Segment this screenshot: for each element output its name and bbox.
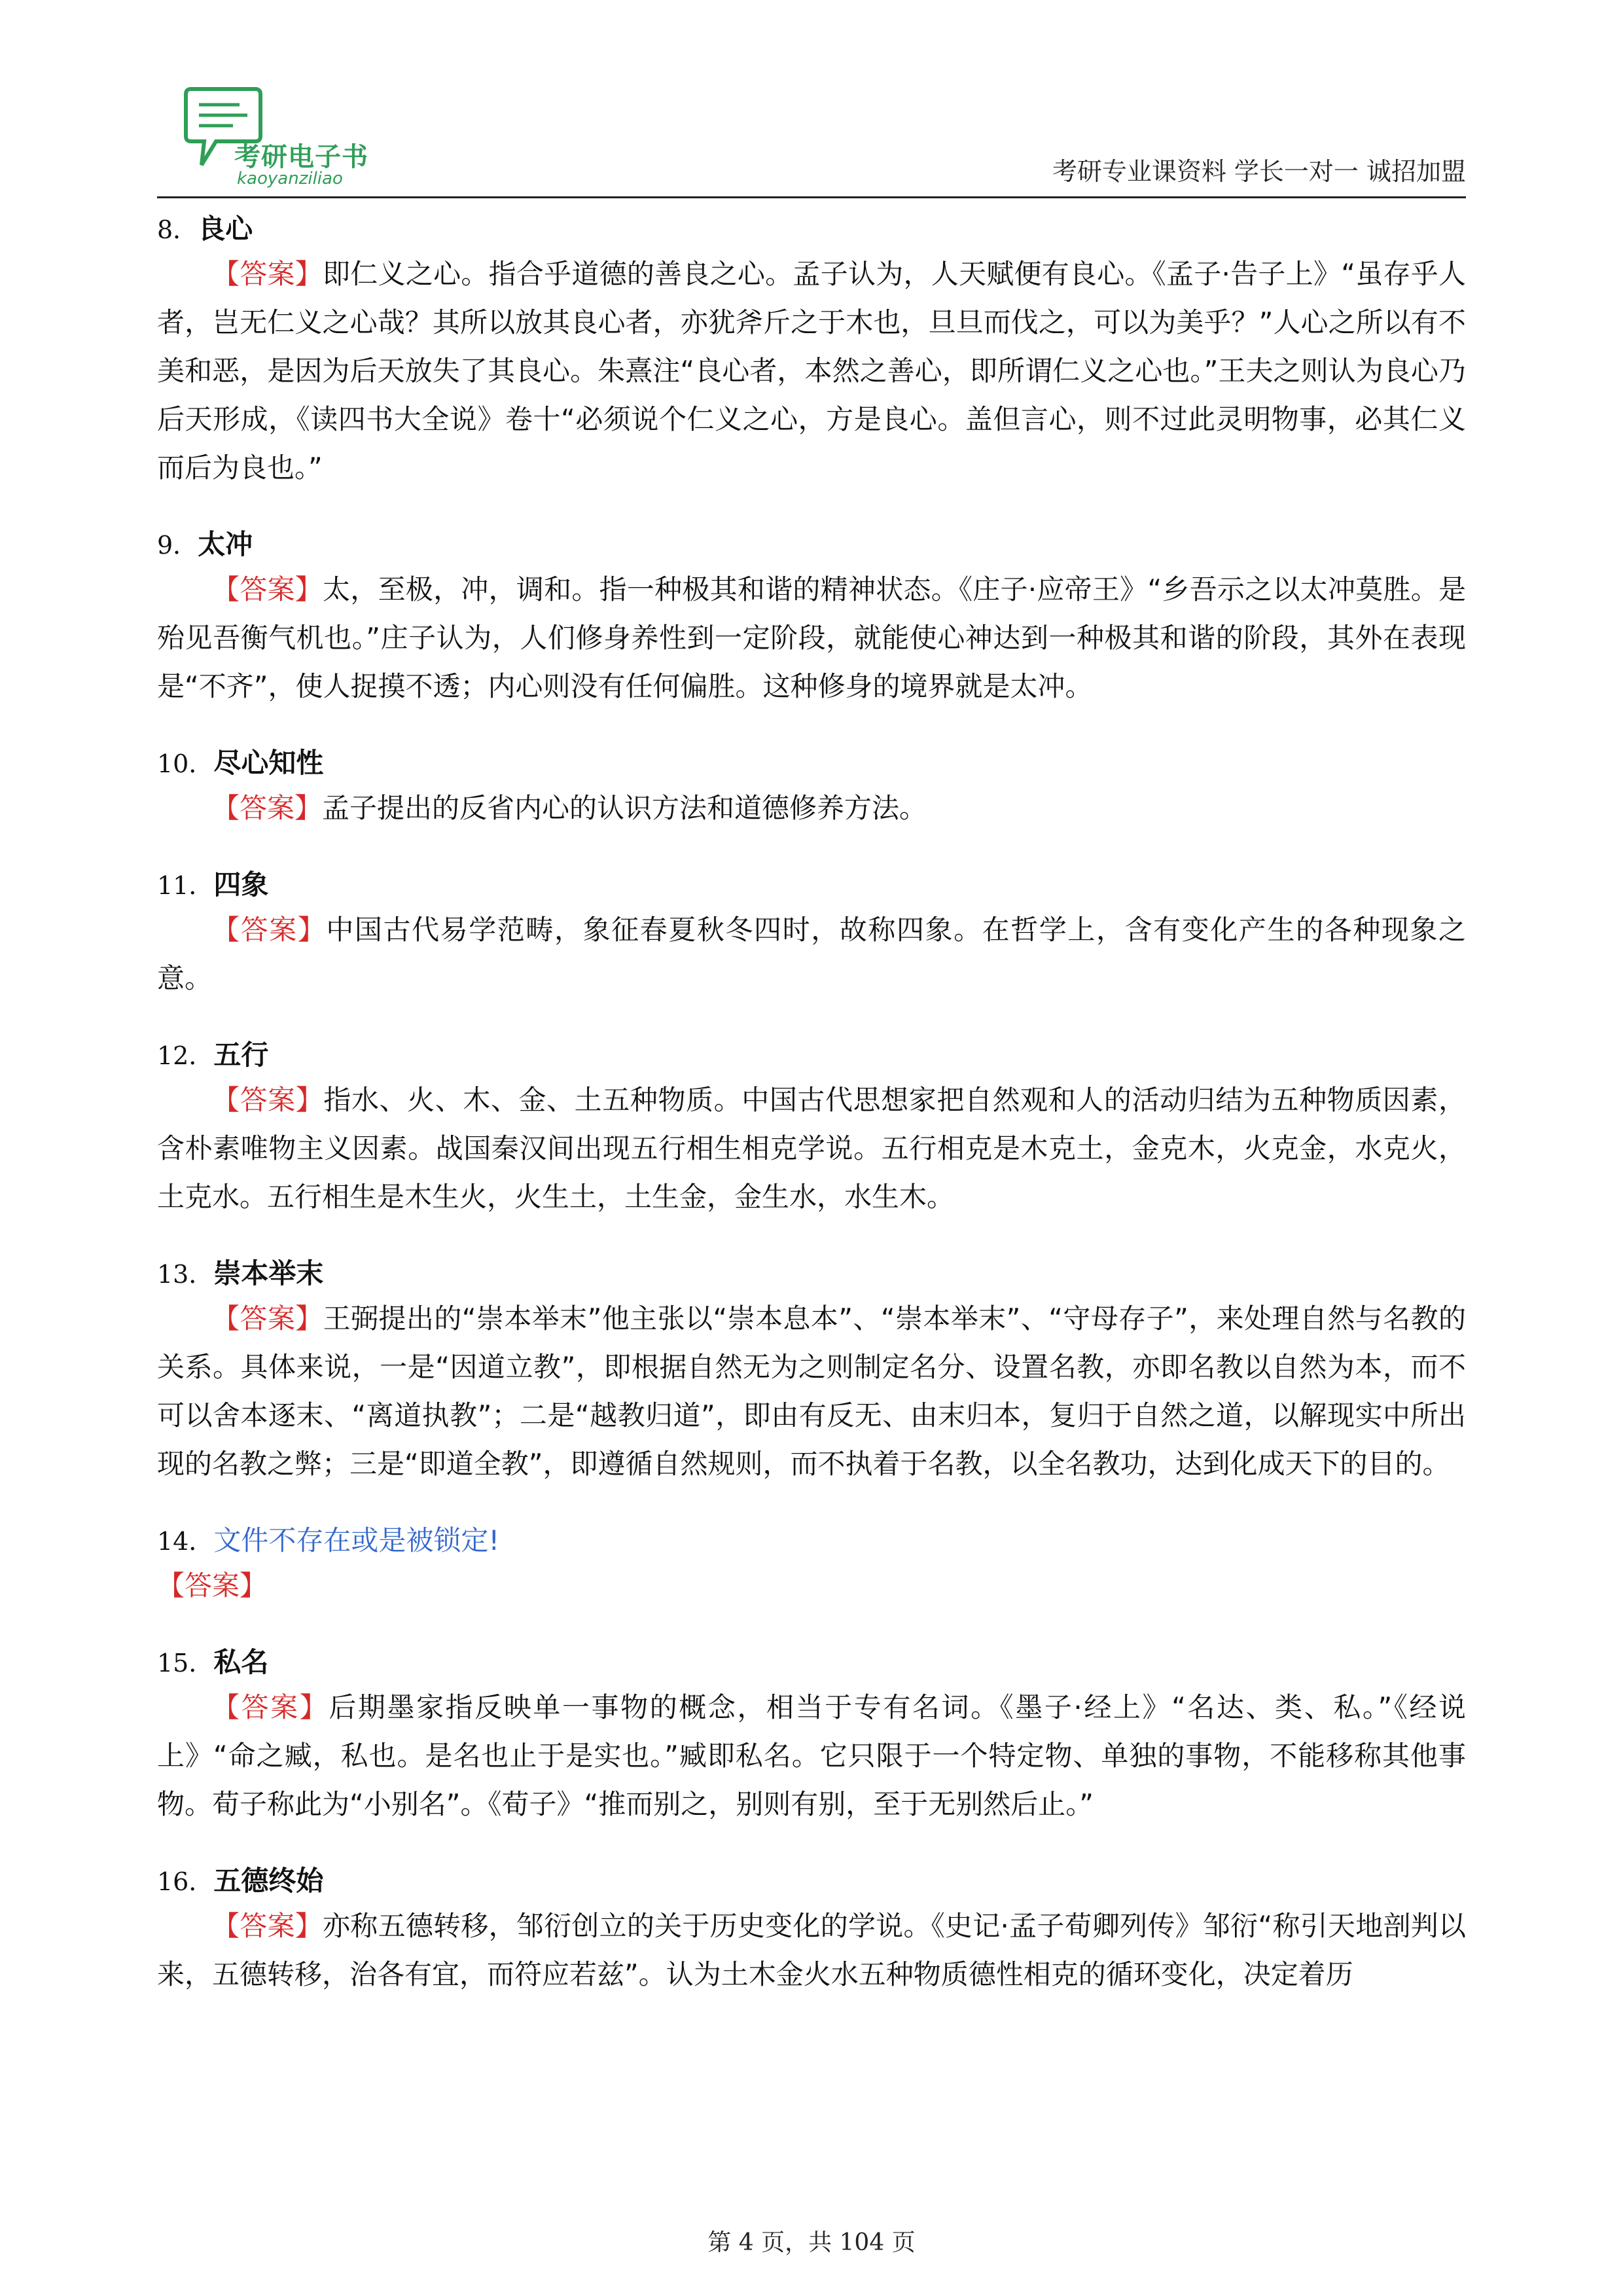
answer-text: 指水、火、木、金、土五种物质。中国古代思想家把自然观和人的活动归结为五种物质因素，含朴素唯物主义因素。战国秦汉间出现五行相生相克学说。五行相克是木克土，金克木，火克金，水克火，土克水。五行相生是木生火，火生土，土生金，金生水，水生木。 [157,1084,1466,1213]
answer-label: 【答案】 [212,258,323,290]
entry-title [157,1520,1466,1562]
entry-title [157,208,1466,250]
entry-number: 11． [157,871,214,900]
answer-label: 【答案】 [212,1691,329,1723]
entry-answer [157,1295,1466,1488]
entry-14 [157,1520,1466,1610]
answer-label: 【答案】 [212,914,327,946]
answer-text: 孟子提出的反省内心的认识方法和道德修养方法。 [322,792,927,824]
logo-text-cn: 考研电子书 [234,142,368,172]
entry-number: 14． [157,1527,214,1556]
entry-number: 16． [157,1867,214,1896]
page-footer: 第 4 页，共 104 页 [707,2229,916,2256]
answer-text: 即仁义之心。指合乎道德的善良之心。孟子认为，人天赋便有良心。《孟子·告子上》“虽存乎人者，岂无仁义之心哉？其所以放其良心者，亦犹斧斤之于木也，旦旦而伐之，可以为美乎？”人心之所以有不美和恶，是因为后天放失了其良心。朱熹注“良心者，本然之善心，即所谓仁义之心也。”王夫之则认为良心乃后天形成，《读四书大全说》卷十“必须说个仁义之心，方是良心。盖但言心，则不过此灵明物事，必其仁义而后为良也。” [157,258,1466,484]
answer-label: 【答案】 [212,1910,323,1942]
entry-answer [157,565,1466,711]
entry-10 [157,742,1466,833]
entry-title [157,864,1466,906]
header-slogan: 考研专业课资料 学长一对一 诚招加盟 [1052,157,1466,186]
entry-number: 15． [157,1649,214,1677]
entry-title [157,1253,1466,1295]
entry-answer [157,784,1466,833]
entry-title [157,524,1466,565]
entry-9 [157,524,1466,711]
entry-15 [157,1641,1466,1829]
answer-label: 【答案】 [212,1302,323,1335]
entry-8 [157,208,1466,492]
entry-answer [157,1902,1466,1999]
entry-number: 8． [157,215,198,244]
entry-term: 崇本举末 [213,1257,324,1289]
answer-label: 【答案】 [212,573,323,605]
entry-term: 五行 [213,1039,269,1071]
entry-number: 10． [157,749,214,778]
entry-term: 太冲 [198,528,253,560]
entry-term: 五德终始 [213,1865,324,1897]
page-header [157,65,1466,198]
entry-title [157,1641,1466,1683]
entry-16 [157,1860,1466,1999]
entry-answer [157,1076,1466,1221]
entry-title [157,1034,1466,1076]
answer-text: 亦称五德转移，邹衍创立的关于历史变化的学说。《史记·孟子荀卿列传》邹衍“称引天地剖判以来，五德转移，治各有宜，而符应若兹”。认为土木金火水五种物质德性相克的循环变化，决定着历 [157,1910,1466,1990]
entry-11 [157,864,1466,1003]
answer-text: 后期墨家指反映单一事物的概念，相当于专有名词。《墨子·经上》“名达、类、私。”《经说上》“命之臧，私也。是名也止于是实也。”臧即私名。它只限于一个特定物、单独的事物，不能移称其他事物。荀子称此为“小别名”。《荀子》“推而别之，别则有别，至于无别然后止。” [157,1691,1466,1820]
entry-term: 私名 [213,1646,269,1678]
entry-title [157,1860,1466,1902]
entry-answer [157,250,1466,492]
document-body [157,208,1466,2030]
answer-text: 王弼提出的“崇本举末”他主张以“崇本息本”、“崇本举末”、“守母存子”，来处理自然与名教的关系。具体来说，一是“因道立教”，即根据自然无为之则制定名分、设置名教，亦即名教以自然为本，而不可以舍本逐末、“离道执教”；二是“越教归道”，即由有反无、由末归本，复归于自然之道，以解现实中所出现的名教之弊；三是“即道全教”，即遵循自然规则，而不执着于名教，以全名教功，达到化成天下的目的。 [157,1302,1466,1480]
answer-text: 中国古代易学范畴，象征春夏秋冬四时，故称四象。在哲学上，含有变化产生的各种现象之意。 [157,914,1466,994]
entry-number: 12． [157,1041,214,1070]
entry-title [157,742,1466,784]
entry-answer [157,1683,1466,1829]
logo-text-en: kaoyanziliao [237,169,343,188]
entry-number: 9． [157,531,198,560]
entry-term: 尽心知性 [213,747,324,779]
entry-term: 良心 [198,213,253,245]
answer-label: 【答案】 [157,1570,268,1602]
missing-file-link[interactable]: 文件不存在或是被锁定! [213,1524,500,1556]
entry-term: 四象 [213,869,269,901]
entry-number: 13． [157,1260,214,1289]
answer-label: 【答案】 [212,1084,324,1116]
entry-answer [157,1562,1466,1610]
entry-answer [157,906,1466,1003]
entry-13 [157,1253,1466,1488]
answer-label: 【答案】 [212,792,323,824]
entry-12 [157,1034,1466,1221]
logo [177,79,412,190]
answer-text: 太，至极，冲，调和。指一种极其和谐的精神状态。《庄子·应帝王》“乡吾示之以太冲莫胜。是殆见吾衡气机也。”庄子认为，人们修身养性到一定阶段，就能使心神达到一种极其和谐的阶段，其外在表现是“不齐”，使人捉摸不透；内心则没有任何偏胜。这种修身的境界就是太冲。 [157,573,1466,702]
